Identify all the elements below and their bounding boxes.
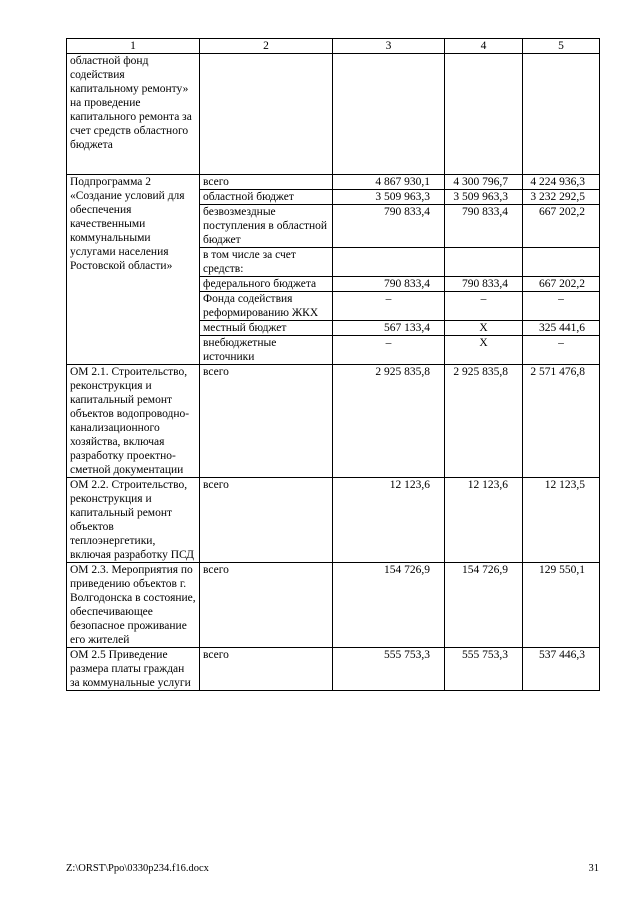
value-cell: Х xyxy=(445,336,523,365)
value-cell: 790 833,4 xyxy=(333,205,445,248)
value-cell: – xyxy=(523,336,600,365)
measure-label: ОМ 2.3. Мероприятия по приведению объектов г. Волгодонска в состояние, обеспечивающее безопасное проживание его жителей xyxy=(67,563,200,648)
value-cell: 537 446,3 xyxy=(523,648,600,691)
funding-source: всего xyxy=(200,648,333,691)
table-row xyxy=(67,648,600,691)
column-header: 1 xyxy=(67,39,200,54)
value-cell: 3 509 963,3 xyxy=(333,190,445,205)
funding-source: всего xyxy=(200,563,333,648)
value-cell: 12 123,5 xyxy=(523,478,600,563)
funding-source: областной бюджет xyxy=(200,190,333,205)
funding-source: Фонда содействия реформированию ЖКХ xyxy=(200,292,333,321)
value-cell: 2 571 476,8 xyxy=(523,365,600,478)
value-cell xyxy=(333,248,445,277)
value-cell: 4 300 796,7 xyxy=(445,175,523,190)
value-cell: 12 123,6 xyxy=(445,478,523,563)
budget-table xyxy=(66,38,600,691)
value-cell: 4 224 936,3 xyxy=(523,175,600,190)
value-cell: 129 550,1 xyxy=(523,563,600,648)
funding-source: всего xyxy=(200,365,333,478)
value-cell: 3 509 963,3 xyxy=(445,190,523,205)
value-cell: 325 441,6 xyxy=(523,321,600,336)
value-cell: 555 753,3 xyxy=(333,648,445,691)
value-cell: – xyxy=(333,292,445,321)
table-row xyxy=(67,54,600,175)
value-cell: 790 833,4 xyxy=(333,277,445,292)
funding-source: всего xyxy=(200,175,333,190)
value-cell: 790 833,4 xyxy=(445,277,523,292)
value-cell: – xyxy=(333,336,445,365)
value-cell: 567 133,4 xyxy=(333,321,445,336)
file-path: Z:\ORST\Ppo\0330p234.f16.docx xyxy=(66,863,209,874)
value-cell: 667 202,2 xyxy=(523,205,600,248)
value-cell: 4 867 930,1 xyxy=(333,175,445,190)
page-number: 31 xyxy=(588,863,599,874)
value-cell: – xyxy=(445,292,523,321)
subprogram-label: Подпрограмма 2 «Создание условий для обеспечения качественными коммунальными услугами населения Ростовской области» xyxy=(67,175,200,365)
table-row xyxy=(67,563,600,648)
table-row xyxy=(67,365,600,478)
measure-label: ОМ 2.1. Строительство, реконструкция и капитальный ремонт объектов водопроводно-канализационного хозяйства, включая разработку проектно-сметной документации xyxy=(67,365,200,478)
value-cell: 667 202,2 xyxy=(523,277,600,292)
measure-label: ОМ 2.2. Строительство, реконструкция и капитальный ремонт объектов теплоэнергетики, включая разработку ПСД xyxy=(67,478,200,563)
value-cell xyxy=(445,248,523,277)
value-cell: 12 123,6 xyxy=(333,478,445,563)
funding-source: местный бюджет xyxy=(200,321,333,336)
value-cell: 154 726,9 xyxy=(333,563,445,648)
program-label: областной фонд содействия капитальному ремонту» на проведение капитального ремонта за счет средств областного бюджета xyxy=(67,54,200,175)
value-cell: 790 833,4 xyxy=(445,205,523,248)
funding-source: федерального бюджета xyxy=(200,277,333,292)
column-header: 5 xyxy=(523,39,600,54)
column-header: 2 xyxy=(200,39,333,54)
table-row xyxy=(67,478,600,563)
page-footer xyxy=(66,863,599,874)
funding-source: безвозмездные поступления в областной бюджет xyxy=(200,205,333,248)
table-row xyxy=(67,175,600,190)
funding-source: внебюджетные источники xyxy=(200,336,333,365)
value-cell: 154 726,9 xyxy=(445,563,523,648)
funding-source: в том числе за счет средств: xyxy=(200,248,333,277)
value-cell: 3 232 292,5 xyxy=(523,190,600,205)
value-cell: – xyxy=(523,292,600,321)
value-cell: Х xyxy=(445,321,523,336)
column-header: 3 xyxy=(333,39,445,54)
funding-source: всего xyxy=(200,478,333,563)
value-cell: 555 753,3 xyxy=(445,648,523,691)
table-header-row xyxy=(67,39,600,54)
value-cell: 2 925 835,8 xyxy=(445,365,523,478)
measure-label: ОМ 2.5 Приведение размера платы граждан за коммунальные услуги xyxy=(67,648,200,691)
column-header: 4 xyxy=(445,39,523,54)
value-cell: 2 925 835,8 xyxy=(333,365,445,478)
value-cell xyxy=(523,248,600,277)
